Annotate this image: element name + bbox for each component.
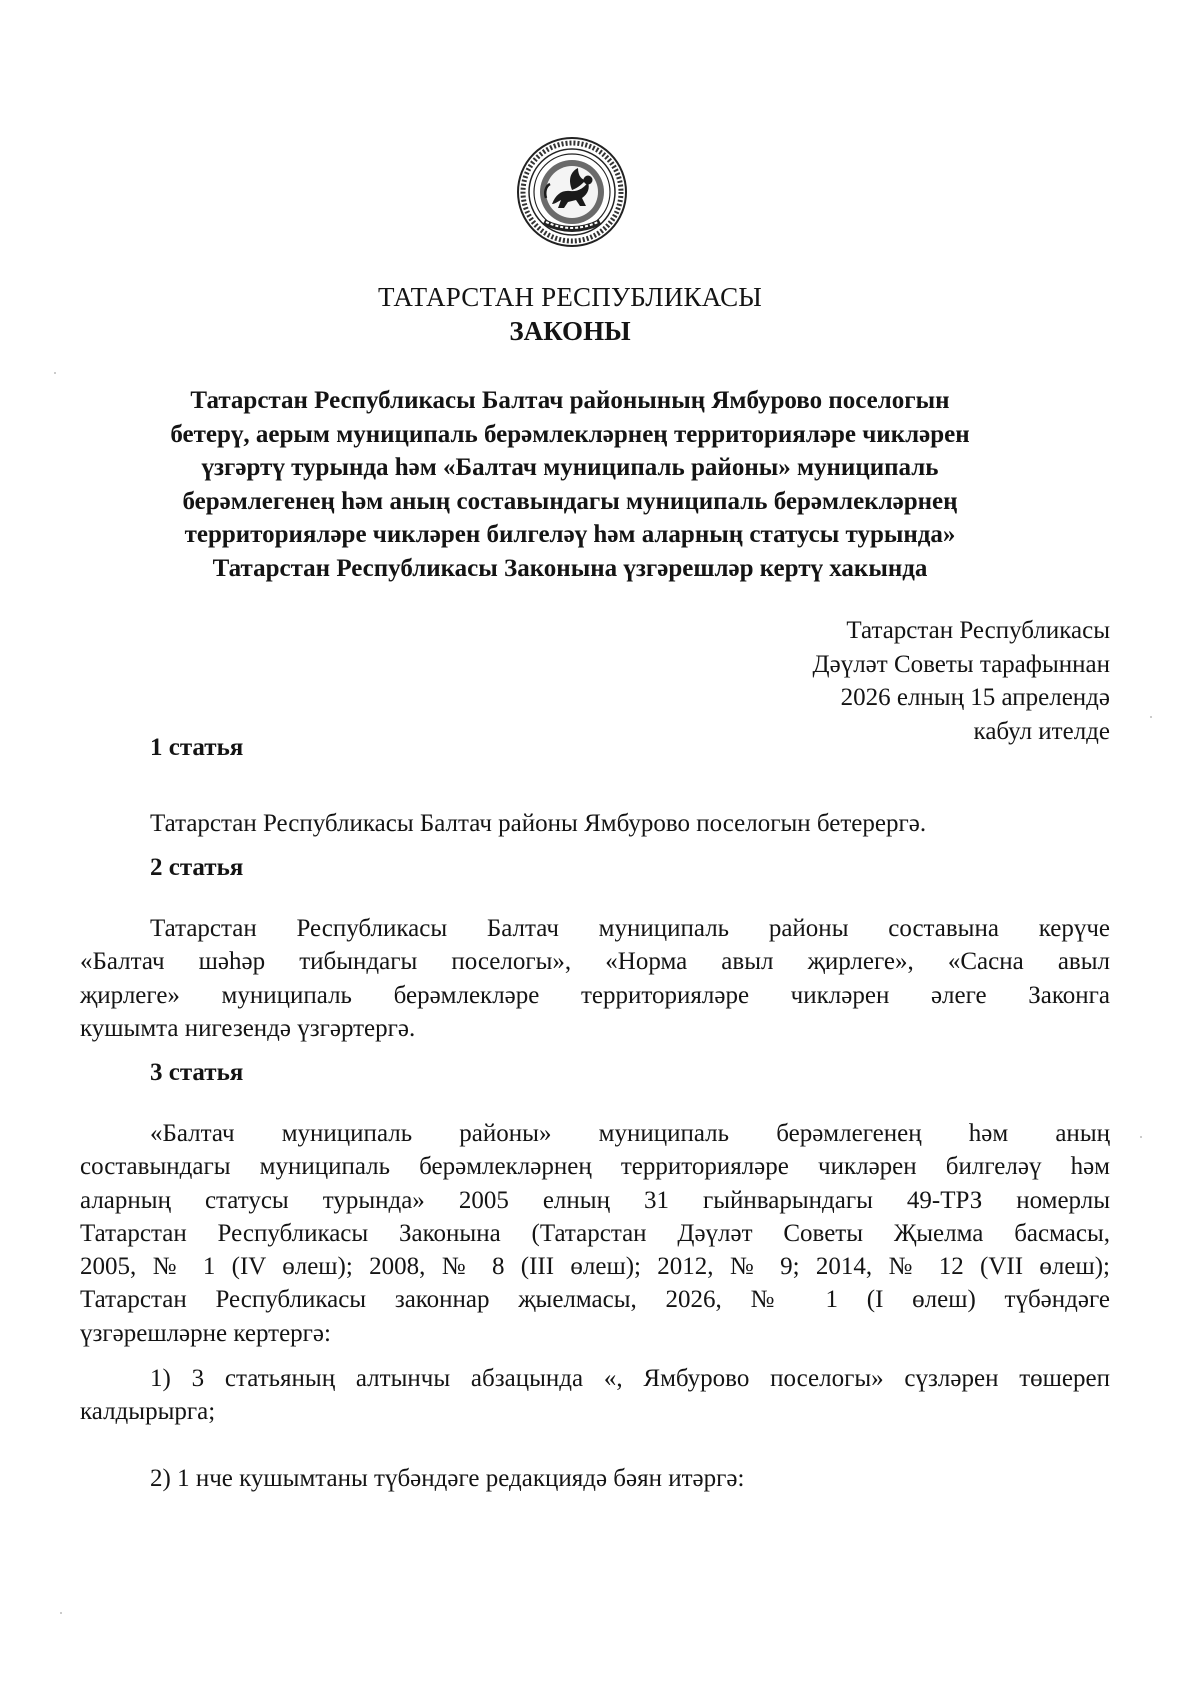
tatarstan-coat-of-arms-icon [516, 136, 628, 248]
article-3-heading: 3 статья [150, 1059, 244, 1086]
text-line: Татарстан Республикасы законнар җыелмасы, 2026, № 1 (I өлеш) түбәндәге [80, 1286, 1110, 1314]
text-line: калдырырга; [80, 1398, 216, 1426]
title-line: территорияләре чикләрен билгеләү һәм аларның статусы турында» [184, 521, 956, 548]
text-line: Татарстан Республикасы Балтач муниципаль районы составына керүче [150, 915, 1110, 942]
article-3-item-1 [80, 1362, 1110, 1429]
scan-speck [1140, 1136, 1142, 1138]
scan-speck [60, 1612, 62, 1614]
law-title [130, 384, 1010, 585]
title-line: берәмлегенең һәм аның составындагы муниципаль берәмлекләрнең [182, 487, 958, 515]
article-1-heading: 1 статья [150, 734, 244, 761]
text-line: үзгәрешләрне кертергә: [80, 1319, 331, 1347]
scan-speck [54, 372, 56, 374]
article-1-text: Татарстан Республикасы Балтач районы Ямбурово поселогын бетерергә. [150, 810, 927, 837]
title-line: Татарстан Республикасы Законына үзгәрешләр кертү хакында [212, 554, 928, 582]
text-line: кушымта нигезендә үзгәртергә. [80, 1014, 416, 1042]
text-line: аларның статусы турында» 2005 елның 31 гыйнварындагы 49-ТРЗ номерлы [80, 1186, 1110, 1214]
document-kind: ЗАКОНЫ [509, 316, 631, 346]
adoption-note [813, 614, 1110, 748]
adoption-line: 2026 елның 15 апрелендә [840, 684, 1110, 711]
adoption-line: Дәүләт Советы тарафыннан [812, 650, 1110, 678]
adoption-line: Татарстан Республикасы [846, 617, 1110, 644]
title-line: бетерү, аерым муниципаль берәмлекләрнең территорияләре чикләрен [170, 420, 970, 448]
article-2-text [80, 912, 1110, 1045]
text-line: «Балтач шәһәр тибындагы поселогы», «Норма авыл җирлеге», «Сасна авыл [80, 948, 1110, 976]
text-line: «Балтач муниципаль районы» муниципаль берәмлегенең һәм аның [150, 1120, 1110, 1147]
article-3-item-2: 2) 1 нче кушымтаны түбәндәге редакциядә бәян итәргә: [150, 1465, 745, 1492]
text-line: Татарстан Республикасы Законына (Татарстан Дәүләт Советы Җыелма басмасы, [80, 1219, 1110, 1247]
scan-speck [1150, 716, 1152, 718]
title-line: Татарстан Республикасы Балтач районының Ямбурово поселогын [190, 387, 950, 414]
article-2-heading: 2 статья [150, 854, 244, 881]
title-line: үзгәртү турында һәм «Балтач муниципаль районы» муниципаль [201, 454, 939, 481]
text-line: җирлеге» муниципаль берәмлекләре территорияләре чикләрен әлеге Законга [80, 981, 1110, 1009]
article-3-text [80, 1117, 1110, 1350]
text-line: 2005, № 1 (IV өлеш); 2008, № 8 (III өлеш); 2012, № 9; 2014, № 12 (VII өлеш); [80, 1253, 1110, 1281]
text-line: составындагы муниципаль берәмлекләрнең территорияләре чикләрен билгеләү һәм [80, 1153, 1110, 1181]
text-line: 1) 3 статьяның алтынчы абзацында «, Ямбурово поселогы» сүзләрен төшереп [150, 1365, 1110, 1392]
state-name: ТАТАРСТАН РЕСПУБЛИКАСЫ [377, 282, 763, 312]
adoption-line: кабул ителде [973, 717, 1110, 745]
